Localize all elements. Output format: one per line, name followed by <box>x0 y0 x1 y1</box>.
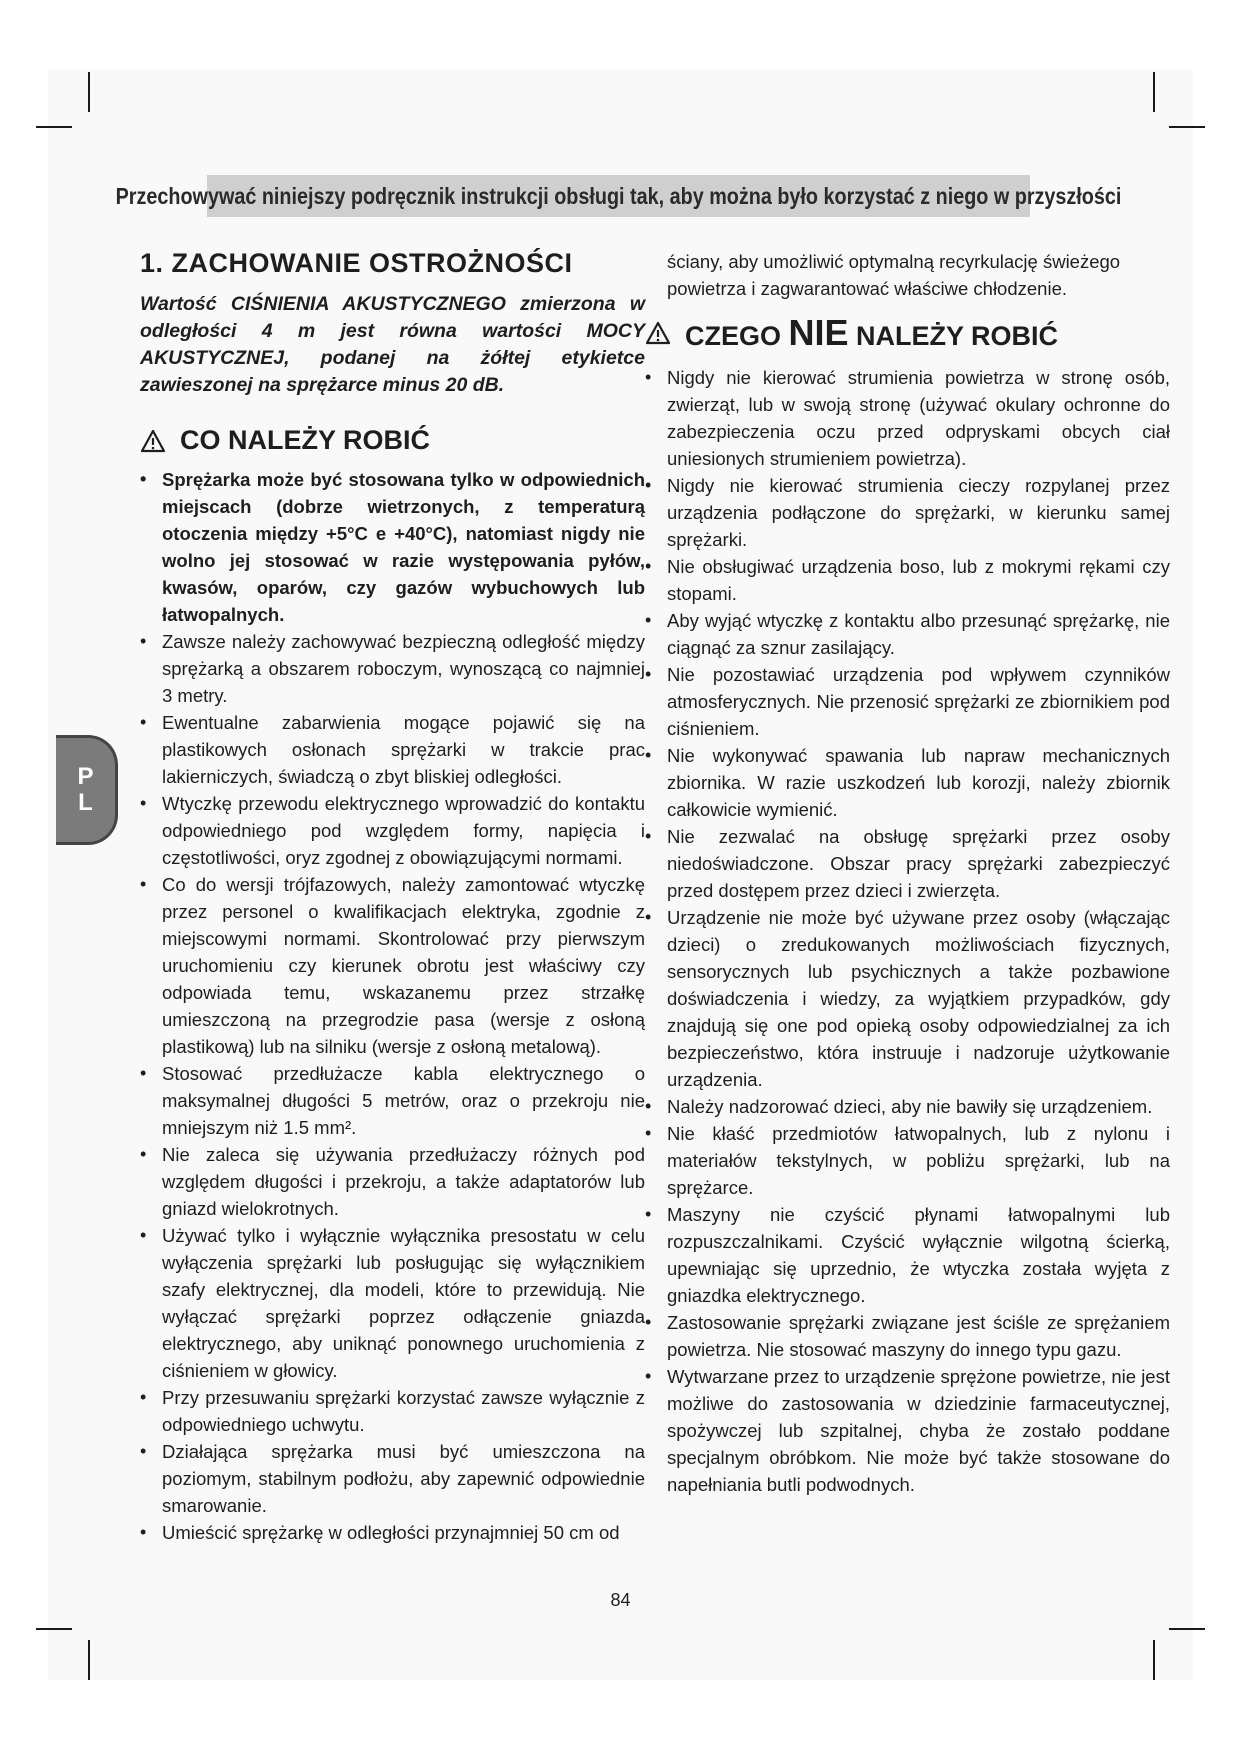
dont-item: • Należy nadzorować dzieci, aby nie bawiły się urządzeniem. <box>645 1093 1170 1120</box>
dont-heading-text <box>685 312 1058 354</box>
dont-heading-nie: NIE <box>788 312 849 353</box>
language-tab-line-1: P <box>77 763 94 790</box>
continuation-text: ściany, aby umożliwić optymalną recyrkulację świeżego powietrza i zagwarantować właściwe chłodzenie. <box>667 251 1121 299</box>
warning-triangle-icon <box>140 429 166 453</box>
do-item: • Działająca sprężarka musi być umieszczona na poziomym, stabilnym podłożu, aby zapewnić odpowiednie smarowanie. <box>140 1438 645 1519</box>
right-column <box>645 248 1170 1498</box>
dont-item: • Maszyny nie czyścić płynami łatwopalnymi lub rozpuszczalnikami. Czyścić wyłącznie wilgotną ścierką, upewniając się uprzednio, że wtyczka została wyjęta z gniazdka elektrycznego. <box>645 1201 1170 1309</box>
language-tab-line-2: L <box>78 789 93 816</box>
dont-item: • Nigdy nie kierować strumienia cieczy rozpylanej przez urządzenia podłączone do sprężarki, w kierunku samej sprężarki. <box>645 472 1170 553</box>
do-item: • Umieścić sprężarkę w odległości przynajmniej 50 cm od <box>140 1519 645 1546</box>
crop-mark <box>36 126 72 128</box>
intro-paragraph: Wartość CIŚNIENIA AKUSTYCZNEGO zmierzona w odległości 4 m jest równa wartości MOCY AKUSTYCZNEJ, podanej na żółtej etykietce zawieszonej na sprężarce minus 20 dB. <box>140 293 645 396</box>
dont-item: • Urządzenie nie może być używane przez osoby (włączając dzieci) o zredukowanych możliwościach fizycznych, sensorycznych lub psychicznych a także pozbawione doświadczenia i wiedzy, za wyjątkiem przypadków, gdy znajdują się one pod opieką osoby odpowiedzialnej za ich bezpieczeństwo, która instruuje i nadzoruje użytkowanie urządzenia. <box>645 904 1170 1093</box>
do-item: • Stosować przedłużacze kabla elektrycznego o maksymalnej długości 5 metrów, oraz o przekroju nie mniejszym niż 1.5 mm². <box>140 1060 645 1141</box>
dont-item: • Nie wykonywać spawania lub napraw mechanicznych zbiornika. W razie uszkodzeń lub korozji, należy zbiornik całkowicie wymienić. <box>645 742 1170 823</box>
dont-item: • Nie obsługiwać urządzenia boso, lub z mokrymi rękami czy stopami. <box>645 553 1170 607</box>
crop-mark <box>1153 72 1155 112</box>
do-item: • Co do wersji trójfazowych, należy zamontować wtyczkę przez personel o kwalifikacjach elektryka, zgodnie z miejscowymi normami. Skontrolować przy pierwszym uruchomieniu czy kierunek obrotu jest właściwy czy odpowiada temu, wskazanemu przez strzałkę umieszczoną na przegrodzie pasa (wersje z osłoną plastikową) lub na silniku (wersje z osłoną metalową). <box>140 871 645 1060</box>
do-item: • Nie zaleca się używania przedłużaczy różnych pod względem długości i przekroju, a także adaptatorów lub gniazd wielokrotnych. <box>140 1141 645 1222</box>
crop-mark <box>1153 1640 1155 1680</box>
dont-heading-post: NALEŻY ROBIĆ <box>848 321 1059 351</box>
dont-item: • Nigdy nie kierować strumienia powietrza w stronę osób, zwierząt, lub w swoją stronę (używać okulary ochronne do zabezpieczenia oczu przed odpryskami obcych ciał uniesionych strumieniem powietrza). <box>645 364 1170 472</box>
dont-item: • Aby wyjąć wtyczkę z kontaktu albo przesunąć sprężarkę, nie ciągnąć za sznur zasilający. <box>645 607 1170 661</box>
do-list <box>140 466 645 1546</box>
do-item: • Zawsze należy zachowywać bezpieczną odległość między sprężarką a obszarem roboczym, wynoszącą co najmniej 3 metry. <box>140 628 645 709</box>
do-item: • Ewentualne zabarwienia mogące pojawić się na plastikowych osłonach sprężarki w trakcie prac lakierniczych, świadczą o zbyt bliskiej odległości. <box>140 709 645 790</box>
crop-mark <box>36 1628 72 1630</box>
crop-mark <box>88 1640 90 1680</box>
dont-item: • Zastosowanie sprężarki związane jest ściśle ze sprężaniem powietrza. Nie stosować maszyny do innego typu gazu. <box>645 1309 1170 1363</box>
do-item: • Przy przesuwaniu sprężarki korzystać zawsze wyłącznie z odpowiedniego uchwytu. <box>140 1384 645 1438</box>
do-heading-text: CO NALEŻY ROBIĆ <box>180 425 431 455</box>
crop-mark <box>88 72 90 112</box>
do-item: • Wtyczkę przewodu elektrycznego wprowadzić do kontaktu odpowiedniego pod względem formy, napięcia i częstotliwości, oryz zgodnej z obowiązującymi normami. <box>140 790 645 871</box>
crop-mark <box>1169 1628 1205 1630</box>
dont-item: • Nie kłaść przedmiotów łatwopalnych, lub z nylonu i materiałów tekstylnych, w pobliżu sprężarki, lub na sprężarce. <box>645 1120 1170 1201</box>
left-column <box>140 248 645 1546</box>
language-tab <box>56 735 118 845</box>
do-item: • Sprężarka może być stosowana tylko w odpowiednich miejscach (dobrze wietrzonych, z temperaturą otoczenia między +5°C e +40°C), natomiast nigdy nie wolno jej stosować w razie występowania pyłów, kwasów, oparów, czy gazów wybuchowych lub łatwopalnych. <box>140 466 645 628</box>
crop-mark <box>1169 126 1205 128</box>
warning-triangle-icon <box>645 321 671 345</box>
dont-item: • Nie pozostawiać urządzenia pod wpływem czynników atmosferycznych. Nie przenosić sprężarki ze zbiornikiem pod ciśnieniem. <box>645 661 1170 742</box>
page-number: 84 <box>610 1590 631 1610</box>
header-banner: Przechowywać niniejszy podręcznik instrukcji obsługi tak, aby można było korzystać z niego w przyszłości <box>207 175 1030 217</box>
section-title: 1. ZACHOWANIE OSTROŻNOŚCI <box>140 248 573 278</box>
dont-list <box>645 364 1170 1498</box>
dont-item: • Nie zezwalać na obsługę sprężarki przez osoby niedoświadczone. Obszar pracy sprężarki zabezpieczyć przed dostępem przez dzieci i zwierzęta. <box>645 823 1170 904</box>
dont-heading-pre: CZEGO <box>685 321 789 351</box>
do-heading <box>140 425 645 456</box>
do-item: • Używać tylko i wyłącznie wyłącznika presostatu w celu wyłączenia sprężarki lub posługując się wyłącznikiem szafy elektrycznej, dla modeli, które to przewidują. Nie wyłączać sprężarki poprzez odłączenie gniazda elektrycznego, aby uniknąć ponownego uruchomienia z ciśnieniem w głowicy. <box>140 1222 645 1384</box>
dont-heading <box>645 312 1170 354</box>
dont-item: • Wytwarzane przez to urządzenie sprężone powietrze, nie jest możliwe do zastosowania w dziedzinie farmaceutycznej, spożywczej lub szpitalnej, chyba że zostało poddane specjalnym obróbkom. Nie może być także stosowane do napełniania butli podwodnych. <box>645 1363 1170 1498</box>
